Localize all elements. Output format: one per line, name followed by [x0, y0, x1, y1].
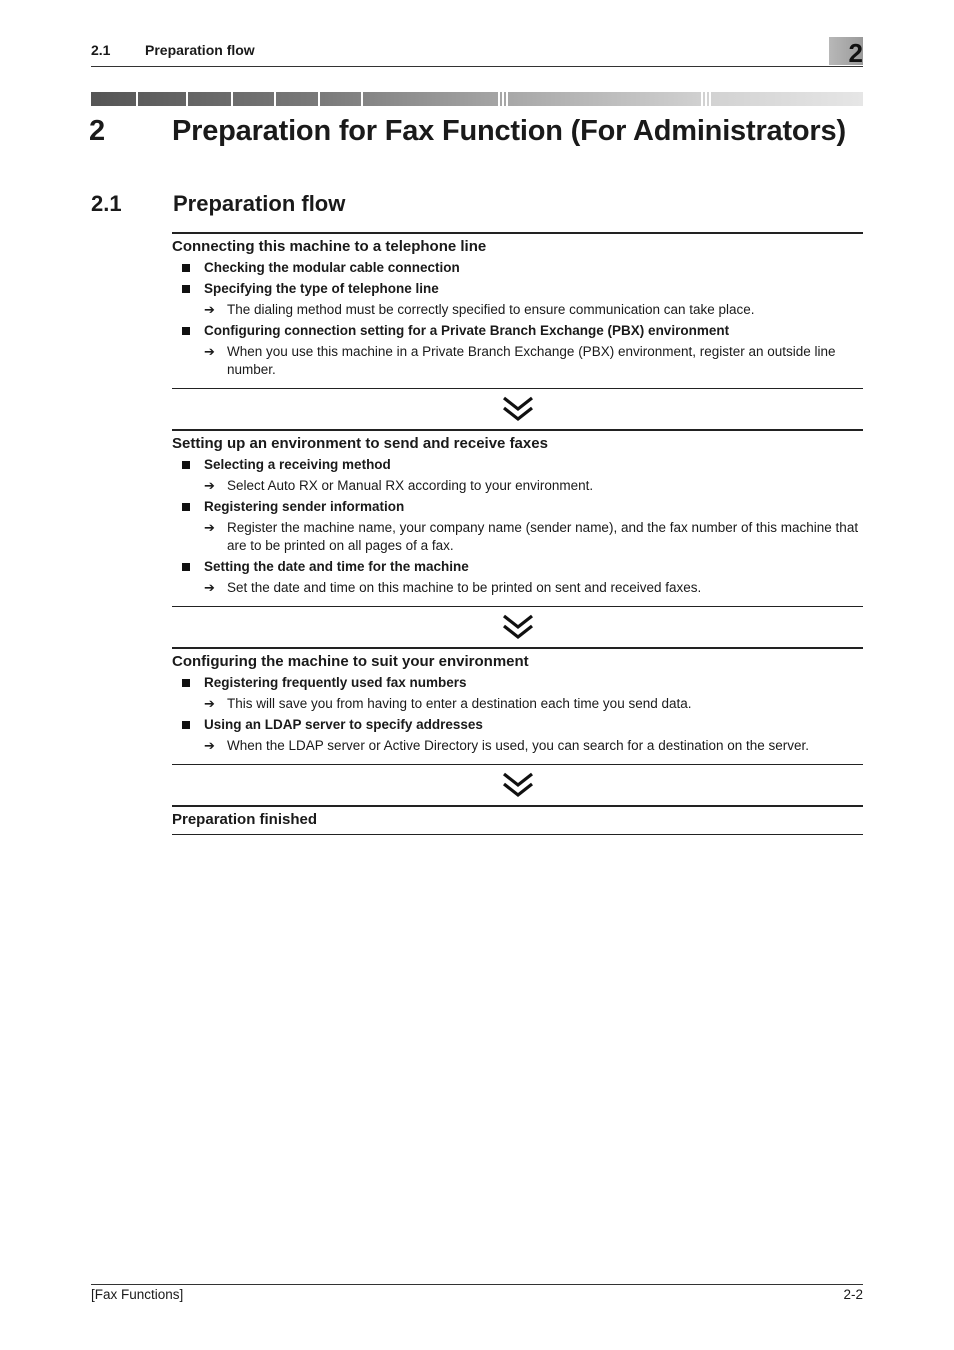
step-item — [172, 322, 863, 340]
right-arrow-icon: ➔ — [204, 344, 215, 359]
decorative-stripe — [91, 92, 863, 106]
step-item-note — [172, 579, 863, 597]
step-item — [172, 674, 863, 692]
double-chevron-down-icon — [172, 607, 863, 647]
square-bullet-icon — [182, 285, 190, 293]
step-item-note — [172, 737, 863, 755]
note-text: When you use this machine in a Private Branch Exchange (PBX) environment, register an outside line number. — [227, 344, 836, 377]
header-section-number: 2.1 — [91, 42, 111, 58]
step-item — [172, 259, 863, 277]
step-item — [172, 280, 863, 298]
note-text: Set the date and time on this machine to be printed on sent and received faxes. — [227, 580, 702, 595]
flow-step — [172, 647, 863, 765]
square-bullet-icon — [182, 679, 190, 687]
right-arrow-icon: ➔ — [204, 580, 215, 595]
finished-label: Preparation finished — [172, 811, 318, 828]
chapter-heading — [89, 115, 846, 148]
square-bullet-icon — [182, 264, 190, 272]
right-arrow-icon: ➔ — [204, 738, 215, 753]
step-item-label: Specifying the type of telephone line — [204, 281, 439, 296]
note-text: Register the machine name, your company name (sender name), and the fax number of this machine that are to be printed on all pages of a fax. — [227, 520, 859, 553]
right-arrow-icon: ➔ — [204, 302, 215, 317]
right-arrow-icon: ➔ — [204, 696, 215, 711]
right-arrow-icon: ➔ — [204, 520, 215, 535]
chapter-number: 2 — [89, 115, 105, 147]
double-chevron-down-icon — [172, 765, 863, 805]
step-item — [172, 498, 863, 516]
section-number: 2.1 — [91, 191, 122, 216]
step-item-label: Setting the date and time for the machine — [204, 559, 469, 574]
square-bullet-icon — [182, 721, 190, 729]
step-item-label: Using an LDAP server to specify addresses — [204, 717, 483, 732]
double-chevron-down-icon — [172, 389, 863, 429]
flow-step — [172, 429, 863, 607]
header-chapter-tab: 2 — [829, 37, 863, 65]
step-item — [172, 456, 863, 474]
step-title: Configuring the machine to suit your environment — [172, 653, 529, 670]
step-item-note — [172, 519, 863, 555]
flow-step — [172, 232, 863, 389]
step-item-label: Configuring connection setting for a Private Branch Exchange (PBX) environment — [204, 323, 730, 338]
square-bullet-icon — [182, 503, 190, 511]
page-footer — [91, 1284, 863, 1302]
footer-manual-name: [Fax Functions] — [91, 1287, 184, 1302]
step-title: Setting up an environment to send and receive faxes — [172, 435, 548, 452]
square-bullet-icon — [182, 327, 190, 335]
footer-page-number: 2-2 — [843, 1287, 863, 1302]
header-section-title: Preparation flow — [145, 42, 255, 58]
preparation-flow — [172, 232, 863, 835]
step-item-note — [172, 301, 863, 319]
step-item-note — [172, 477, 863, 495]
chapter-title: Preparation for Fax Function (For Administrators) — [172, 115, 846, 147]
step-item-label: Selecting a receiving method — [204, 457, 391, 472]
step-item-label: Registering sender information — [204, 499, 405, 514]
flow-finished — [172, 805, 863, 835]
note-text: When the LDAP server or Active Directory is used, you can search for a destination on the server. — [227, 738, 810, 753]
step-item-note — [172, 343, 863, 379]
section-heading — [91, 191, 345, 217]
square-bullet-icon — [182, 563, 190, 571]
square-bullet-icon — [182, 461, 190, 469]
step-title: Connecting this machine to a telephone line — [172, 238, 487, 255]
note-text: This will save you from having to enter a destination each time you send data. — [227, 696, 692, 711]
step-item-note — [172, 695, 863, 713]
note-text: The dialing method must be correctly specified to ensure communication can take place. — [227, 302, 755, 317]
note-text: Select Auto RX or Manual RX according to your environment. — [227, 478, 594, 493]
section-title: Preparation flow — [173, 191, 346, 216]
running-header — [91, 38, 863, 68]
step-item — [172, 716, 863, 734]
right-arrow-icon: ➔ — [204, 478, 215, 493]
step-item-label: Checking the modular cable connection — [204, 260, 460, 275]
step-item-label: Registering frequently used fax numbers — [204, 675, 467, 690]
step-item — [172, 558, 863, 576]
